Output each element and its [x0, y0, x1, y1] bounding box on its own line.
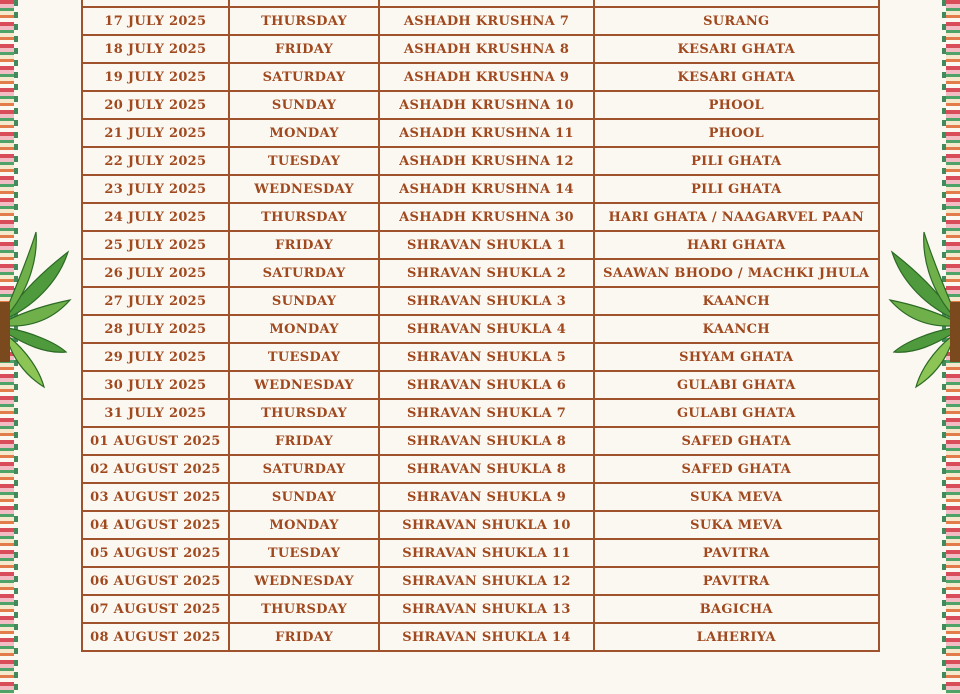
date-cell: 02 AUGUST 2025 [82, 455, 229, 483]
shringar-cell: SUKA MEVA [594, 511, 879, 539]
tithi-cell: ASHADH KRUSHNA 10 [379, 91, 593, 119]
date-cell: 03 AUGUST 2025 [82, 483, 229, 511]
table-row [82, 35, 879, 63]
date-cell: 30 JULY 2025 [82, 371, 229, 399]
table-row [82, 595, 879, 623]
shringar-cell: SHYAM GHATA [594, 343, 879, 371]
date-cell: 07 AUGUST 2025 [82, 595, 229, 623]
shringar-cell: SAAWAN BHODO / MACHKI JHULA [594, 259, 879, 287]
date-cell: 23 JULY 2025 [82, 175, 229, 203]
date-cell: 06 AUGUST 2025 [82, 567, 229, 595]
day-cell: SUNDAY [229, 287, 380, 315]
tithi-cell: SHRAVAN SHUKLA 4 [379, 315, 593, 343]
tithi-cell: SHRAVAN SHUKLA 2 [379, 259, 593, 287]
date-cell: 08 AUGUST 2025 [82, 623, 229, 651]
tithi-cell: SHRAVAN SHUKLA 14 [379, 623, 593, 651]
day-cell: WEDNESDAY [229, 567, 380, 595]
table-row [82, 539, 879, 567]
day-cell: TUESDAY [229, 147, 380, 175]
table-row [82, 399, 879, 427]
shringar-cell: BAGICHA [594, 595, 879, 623]
shringar-cell: PILI GHATA [594, 147, 879, 175]
tithi-cell: SHRAVAN SHUKLA 12 [379, 567, 593, 595]
schedule-body [82, 0, 879, 651]
day-cell: THURSDAY [229, 399, 380, 427]
table-row [82, 427, 879, 455]
banana-leaf-icon [888, 222, 960, 392]
tithi-cell: ASHADH KRUSHNA 8 [379, 35, 593, 63]
day-cell: TUESDAY [229, 539, 380, 567]
date-cell: 31 JULY 2025 [82, 399, 229, 427]
table-row [82, 343, 879, 371]
tithi-cell: ASHADH KRUSHNA 9 [379, 63, 593, 91]
darshan-schedule-table [81, 0, 880, 652]
tithi-cell: SHRAVAN SHUKLA 9 [379, 483, 593, 511]
shringar-cell: KESARI GHATA [594, 63, 879, 91]
tithi-cell [379, 0, 593, 7]
date-cell: 25 JULY 2025 [82, 231, 229, 259]
table-row [82, 0, 879, 7]
shringar-cell: LAHERIYA [594, 623, 879, 651]
shringar-cell: GULABI GHATA [594, 371, 879, 399]
date-cell: 27 JULY 2025 [82, 287, 229, 315]
shringar-cell: KESARI GHATA [594, 35, 879, 63]
date-cell: 19 JULY 2025 [82, 63, 229, 91]
tithi-cell: SHRAVAN SHUKLA 8 [379, 455, 593, 483]
date-cell: 29 JULY 2025 [82, 343, 229, 371]
tithi-cell: SHRAVAN SHUKLA 6 [379, 371, 593, 399]
date-cell: 28 JULY 2025 [82, 315, 229, 343]
day-cell [229, 0, 380, 7]
day-cell: MONDAY [229, 119, 380, 147]
tithi-cell: SHRAVAN SHUKLA 10 [379, 511, 593, 539]
shringar-cell: PAVITRA [594, 539, 879, 567]
table-row [82, 483, 879, 511]
date-cell: 26 JULY 2025 [82, 259, 229, 287]
table-row [82, 7, 879, 35]
date-cell: 22 JULY 2025 [82, 147, 229, 175]
date-cell [82, 0, 229, 7]
tithi-cell: SHRAVAN SHUKLA 11 [379, 539, 593, 567]
table-row [82, 231, 879, 259]
date-cell: 18 JULY 2025 [82, 35, 229, 63]
day-cell: WEDNESDAY [229, 371, 380, 399]
shringar-cell: KAANCH [594, 315, 879, 343]
day-cell: THURSDAY [229, 203, 380, 231]
table-row [82, 287, 879, 315]
shringar-cell: PHOOL [594, 91, 879, 119]
tithi-cell: SHRAVAN SHUKLA 7 [379, 399, 593, 427]
date-cell: 05 AUGUST 2025 [82, 539, 229, 567]
shringar-cell: GULABI GHATA [594, 399, 879, 427]
date-cell: 01 AUGUST 2025 [82, 427, 229, 455]
day-cell: SUNDAY [229, 91, 380, 119]
table-row [82, 567, 879, 595]
table-row [82, 119, 879, 147]
day-cell: TUESDAY [229, 343, 380, 371]
table-row [82, 371, 879, 399]
shringar-cell: PILI GHATA [594, 175, 879, 203]
day-cell: SATURDAY [229, 455, 380, 483]
table-row [82, 147, 879, 175]
date-cell: 21 JULY 2025 [82, 119, 229, 147]
shringar-cell: SURANG [594, 7, 879, 35]
shringar-cell: PAVITRA [594, 567, 879, 595]
day-cell: WEDNESDAY [229, 175, 380, 203]
shringar-cell: HARI GHATA [594, 231, 879, 259]
day-cell: FRIDAY [229, 231, 380, 259]
shringar-cell: KAANCH [594, 287, 879, 315]
day-cell: SATURDAY [229, 259, 380, 287]
day-cell: MONDAY [229, 315, 380, 343]
table-row [82, 623, 879, 651]
tithi-cell: ASHADH KRUSHNA 30 [379, 203, 593, 231]
day-cell: THURSDAY [229, 595, 380, 623]
day-cell: MONDAY [229, 511, 380, 539]
tithi-cell: ASHADH KRUSHNA 7 [379, 7, 593, 35]
shringar-cell [594, 0, 879, 7]
table-row [82, 63, 879, 91]
table-row [82, 175, 879, 203]
tithi-cell: ASHADH KRUSHNA 14 [379, 175, 593, 203]
shringar-cell: PHOOL [594, 119, 879, 147]
day-cell: FRIDAY [229, 427, 380, 455]
date-cell: 20 JULY 2025 [82, 91, 229, 119]
tithi-cell: SHRAVAN SHUKLA 5 [379, 343, 593, 371]
table-row [82, 203, 879, 231]
date-cell: 24 JULY 2025 [82, 203, 229, 231]
shringar-cell: SAFED GHATA [594, 427, 879, 455]
day-cell: SATURDAY [229, 63, 380, 91]
tithi-cell: ASHADH KRUSHNA 11 [379, 119, 593, 147]
tithi-cell: SHRAVAN SHUKLA 8 [379, 427, 593, 455]
day-cell: FRIDAY [229, 35, 380, 63]
day-cell: FRIDAY [229, 623, 380, 651]
shringar-cell: SAFED GHATA [594, 455, 879, 483]
table-row [82, 511, 879, 539]
date-cell: 17 JULY 2025 [82, 7, 229, 35]
day-cell: THURSDAY [229, 7, 380, 35]
tithi-cell: SHRAVAN SHUKLA 13 [379, 595, 593, 623]
shringar-cell: HARI GHATA / NAAGARVEL PAAN [594, 203, 879, 231]
shringar-cell: SUKA MEVA [594, 483, 879, 511]
tithi-cell: ASHADH KRUSHNA 12 [379, 147, 593, 175]
banana-leaf-icon [0, 222, 72, 392]
date-cell: 04 AUGUST 2025 [82, 511, 229, 539]
table-row [82, 259, 879, 287]
tithi-cell: SHRAVAN SHUKLA 1 [379, 231, 593, 259]
table-row [82, 315, 879, 343]
day-cell: SUNDAY [229, 483, 380, 511]
table-row [82, 455, 879, 483]
table-row [82, 91, 879, 119]
tithi-cell: SHRAVAN SHUKLA 3 [379, 287, 593, 315]
